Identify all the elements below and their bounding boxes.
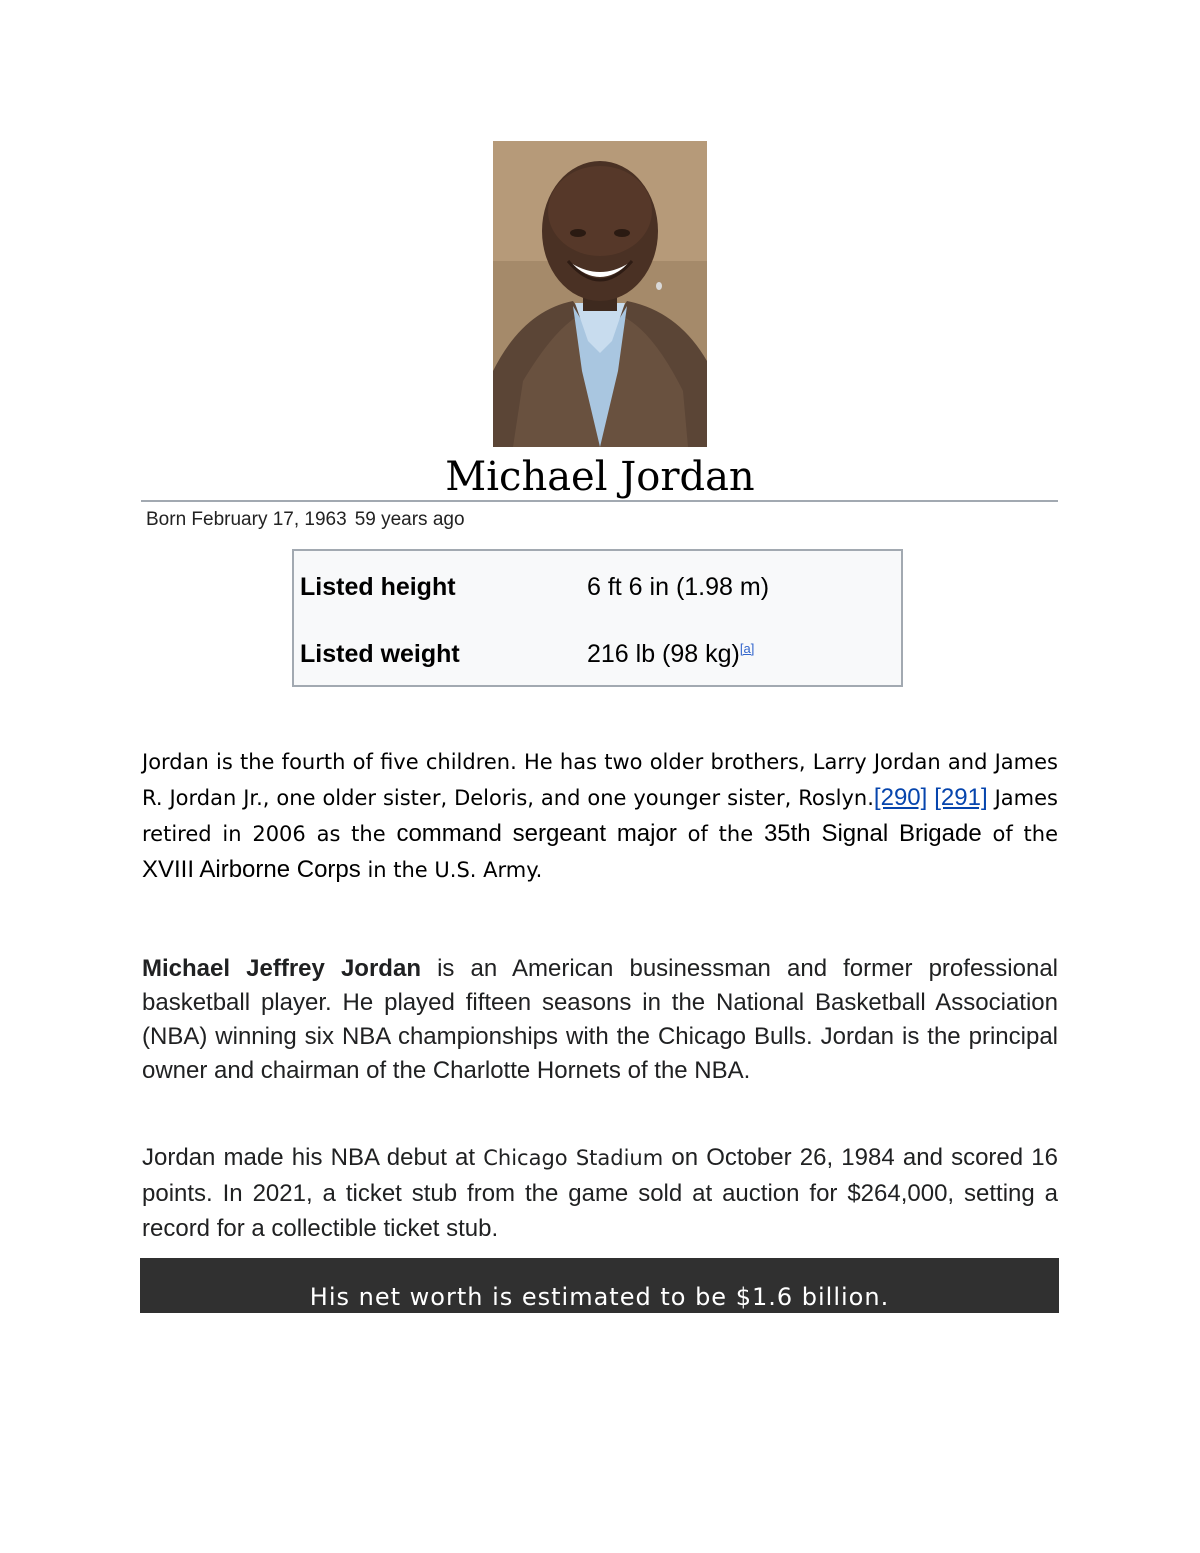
- family-text-2: James retired in 2006 as the: [142, 786, 1058, 846]
- citation-291-link[interactable]: [291]: [934, 784, 988, 811]
- weight-label: Listed weight: [300, 640, 460, 668]
- title-divider: [141, 500, 1058, 502]
- venue-text: Chicago Stadium: [483, 1146, 664, 1170]
- intro-text: is an American businessman and former professional basketball player. He played fifteen seasons in the National Basketball Association (NBA) winning six NBA championships with the Chicago Bulls. Jordan is the principal owner and chairman of the Charlotte Hornets of the NBA.: [142, 955, 1058, 1084]
- family-text-3: of the: [676, 822, 764, 846]
- family-paragraph: [142, 744, 1058, 888]
- airborne-corps-text: XVIII Airborne Corps: [142, 856, 361, 883]
- intro-paragraph: [142, 952, 1058, 1088]
- debut-text: Jordan made his NBA debut at: [142, 1144, 484, 1171]
- born-date: Born February 17, 1963: [146, 509, 347, 530]
- full-name: Michael Jeffrey Jordan: [142, 955, 421, 982]
- weight-footnote-link[interactable]: [a]: [739, 641, 755, 656]
- height-label: Listed height: [300, 573, 456, 601]
- infobox-stats: [292, 549, 903, 687]
- debut-text-2: on October 26, 1984 and scored 16 points. In 2021, a ticket stub from the game sold at auction for $264,000, setting a record for a collectible ticket stub.: [142, 1144, 1058, 1242]
- page-title: Michael Jordan: [445, 454, 755, 500]
- citation-290-link[interactable]: [290]: [873, 784, 928, 811]
- debut-paragraph: [142, 1140, 1058, 1246]
- born-age: 59 years ago: [354, 509, 465, 530]
- net-worth-banner: [140, 1258, 1059, 1313]
- weight-value-group: [587, 640, 754, 669]
- family-text-4: of the: [981, 822, 1058, 846]
- portrait-illustration: [493, 141, 707, 447]
- weight-value: 216 lb (98 kg): [587, 640, 740, 668]
- rank-text: command sergeant major: [396, 820, 677, 847]
- portrait-photo: [493, 141, 707, 447]
- birth-info: [146, 509, 465, 531]
- signal-brigade-text: 35th Signal Brigade: [763, 820, 982, 847]
- net-worth-text: His net worth is estimated to be $1.6 billion.: [309, 1283, 890, 1311]
- family-text-5: in the U.S. Army.: [360, 858, 543, 882]
- height-value: 6 ft 6 in (1.98 m): [587, 573, 770, 601]
- family-text: Jordan is the fourth of five children. He has two older brothers, Larry Jordan and James R. Jordan Jr., one older sister, Deloris, and one younger sister, Roslyn.: [142, 750, 1058, 810]
